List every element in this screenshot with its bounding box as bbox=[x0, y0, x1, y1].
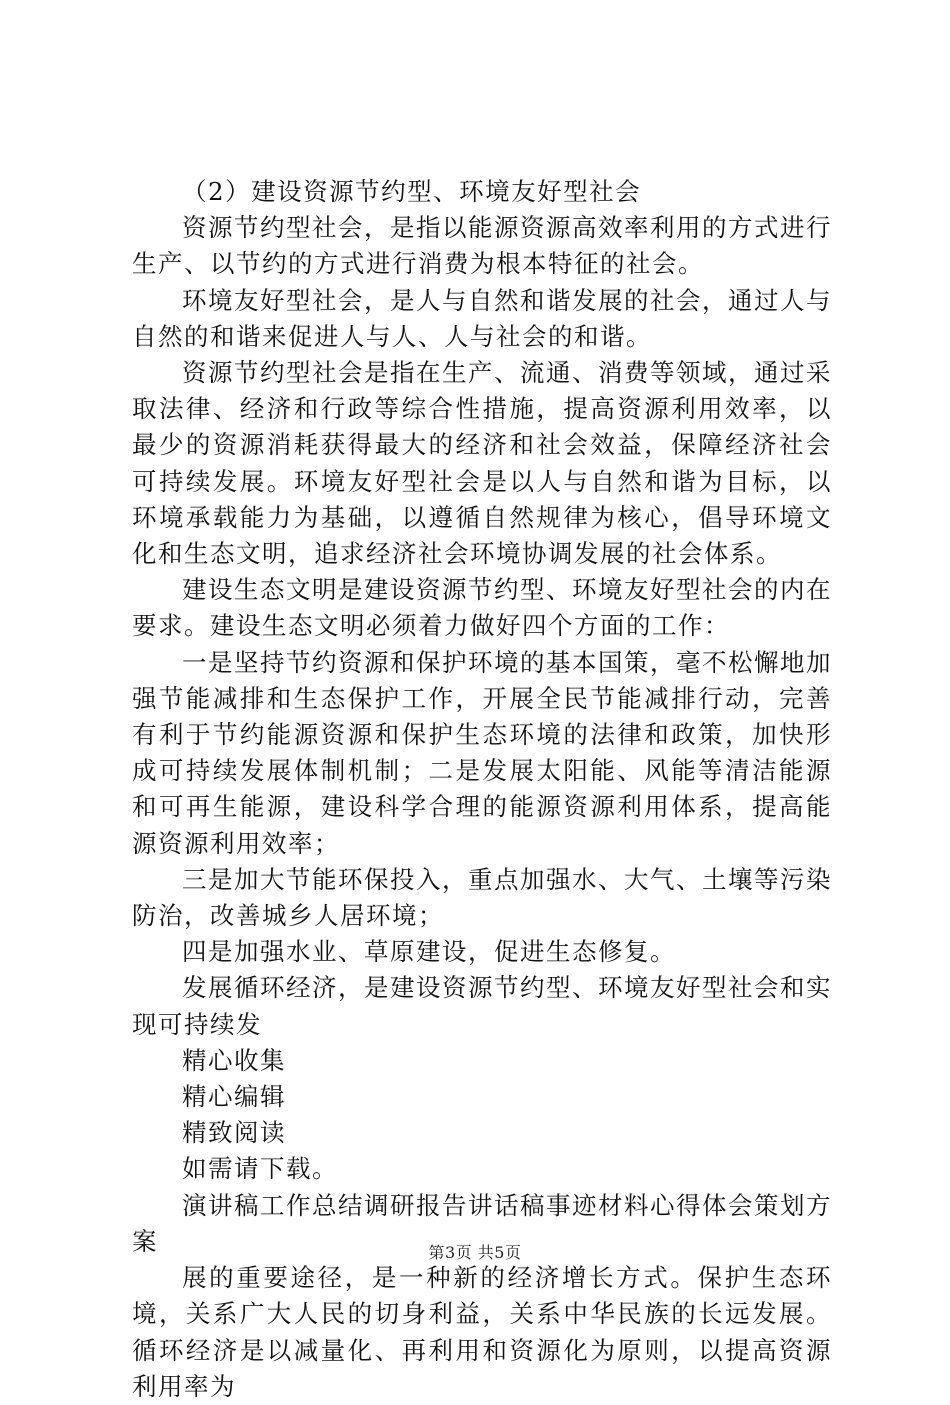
paragraph: 四是加强水业、草原建设，促进生态修复。 bbox=[182, 937, 676, 967]
paragraph: 资源节约型社会是指在生产、流通、消费等领域，通过采取法律、经济和行政等综合性措施，提高资源利用效率，以最少的资源消耗获得最大的经济和社会效益，保障经济社会可持续发展。环境友好型社会是以人与自然和谐为目标，以环境承载能力为基础，以遵循自然规律为核心，倡导环境文化和生态文明，追求经济社会环境协调发展的社会体系。 bbox=[132, 358, 832, 569]
paragraph: 一是坚持节约资源和保护环境的基本国策，毫不松懈地加强节能减排和生态保护工作，开展全民节能减排行动，完善有利于节约能源资源和保护生态环境的法律和政策，加快形成可持续发展体制机制；二是发展太阳能、风能等清洁能源和可再生能源，建设科学合理的能源资源利用体系，提高能源资源利用效率； bbox=[132, 647, 832, 858]
inserted-note-line: 精心收集 bbox=[182, 1045, 286, 1075]
inserted-note-line: 精致阅读 bbox=[182, 1118, 286, 1148]
section-heading: （2）建设资源节约型、环境友好型社会 bbox=[182, 177, 642, 206]
inserted-note-line: 演讲稿工作总结调研报告讲话稿事迹材料心得体会策划方案 bbox=[132, 1190, 832, 1256]
document-body bbox=[132, 174, 832, 1405]
paragraph: 资源节约型社会，是指以能源资源高效率利用的方式进行生产、以节约的方式进行消费为根本特征的社会。 bbox=[132, 213, 832, 279]
paragraph: 发展循环经济，是建设资源节约型、环境友好型社会和实现可持续发 bbox=[132, 973, 832, 1039]
inserted-note-line: 如需请下载。 bbox=[182, 1154, 338, 1184]
paragraph: 建设生态文明是建设资源节约型、环境友好型社会的内在要求。建设生态文明必须着力做好四个方面的工作： bbox=[132, 575, 832, 641]
paragraph: 环境友好型社会，是人与自然和谐发展的社会，通过人与自然的和谐来促进人与人、人与社会的和谐。 bbox=[132, 285, 832, 351]
paragraph: 三是加大节能环保投入，重点加强水、大气、土壤等污染防治，改善城乡人居环境； bbox=[132, 864, 832, 931]
page-number-footer: 第3页 共5页 bbox=[428, 1243, 522, 1262]
paragraph: 展的重要途径，是一种新的经济增长方式。保护生态环境，关系广大人民的切身利益，关系中华民族的长远发展。循环经济是以减量化、再利用和资源化为原则，以提高资源利用率为 bbox=[132, 1263, 832, 1401]
inserted-note-line: 精心编辑 bbox=[182, 1082, 286, 1112]
